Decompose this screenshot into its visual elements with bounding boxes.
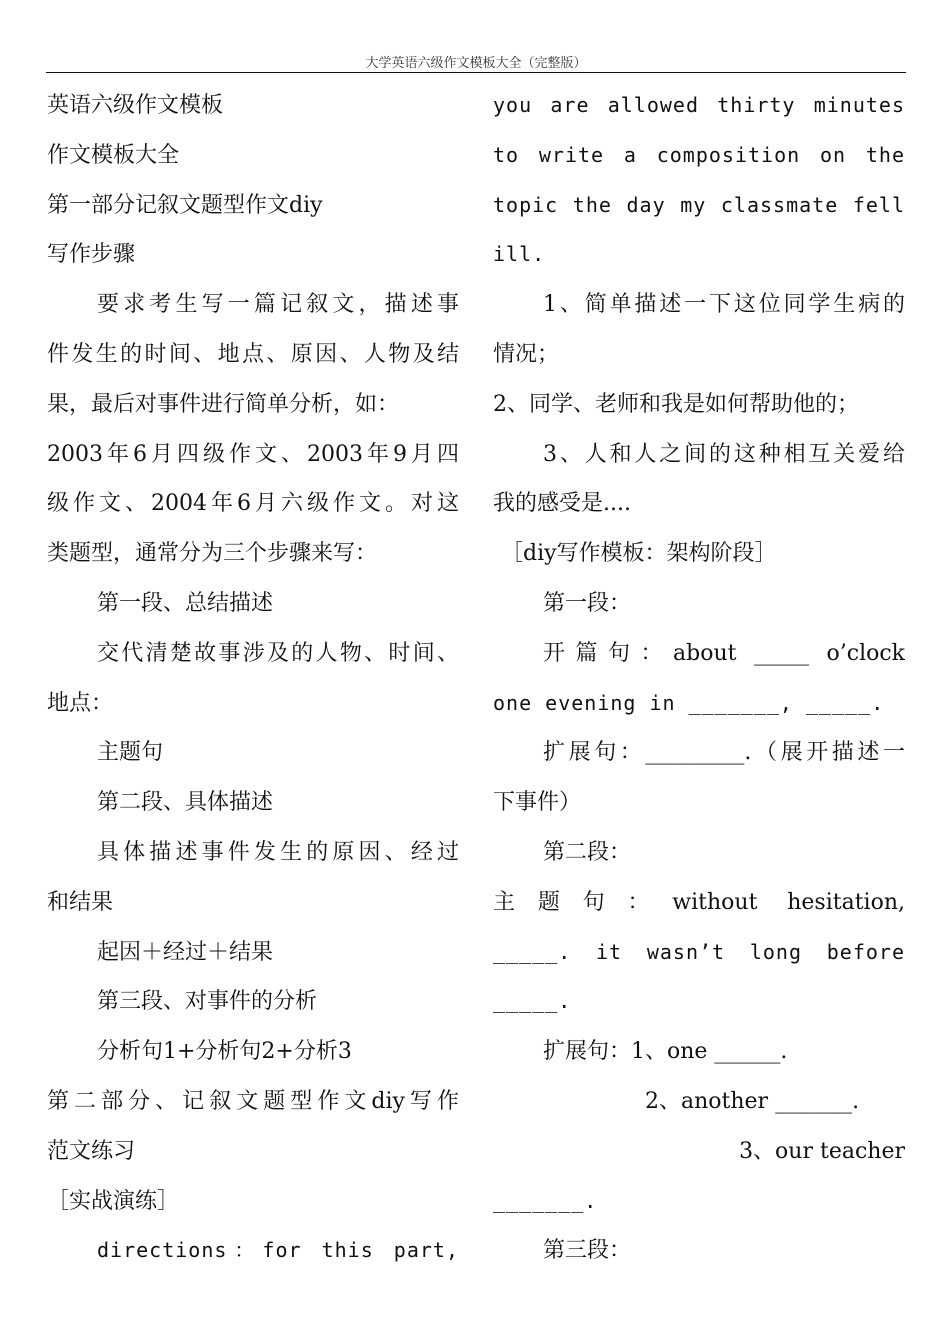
outline-point-three: 3、人和人之间的这种相互关爱给 xyxy=(543,441,905,467)
paragraph-one-label: 第一段： xyxy=(543,590,632,616)
left-column xyxy=(47,81,459,1321)
doc-subtitle: 作文模板大全 xyxy=(47,142,180,168)
intro-line: 果，最后对事件进行简单分析，如： xyxy=(47,391,400,417)
part-two-heading: 第二部分、记叙文题型作文diy写作 xyxy=(47,1088,459,1114)
body-line: 和结果 xyxy=(47,889,114,915)
directions-line: directions：for this part, xyxy=(97,1238,459,1263)
analysis-sentences: 分析句1+分析句2+分析3 xyxy=(97,1039,352,1065)
template-heading: ［diy写作模板：架构阶段］ xyxy=(501,541,777,567)
outline-point-three: 我的感受是.... xyxy=(493,491,631,517)
part-two-heading: 范文练习 xyxy=(47,1138,136,1164)
intro-line: 2003年6月四级作文、2003年9月四 xyxy=(47,441,459,467)
body-line: 交代清楚故事涉及的人物、时间、 xyxy=(97,640,459,666)
outline-point-two: 2、同学、老师和我是如何帮助他的； xyxy=(493,391,859,417)
intro-line: 级作文、2004年6月六级作文。对这 xyxy=(47,491,459,517)
paragraph-three-label: 第三段： xyxy=(543,1238,632,1264)
doc-title: 英语六级作文模板 xyxy=(47,93,224,118)
outline-point-one: 1、简单描述一下这位同学生病的 xyxy=(543,292,905,318)
directions-line: topic the day my classmate fell xyxy=(493,192,905,217)
extension-sentence: 3、our teacher xyxy=(739,1138,905,1164)
cause-process-result: 起因＋经过＋结果 xyxy=(97,939,274,965)
outline-point-one: 情况； xyxy=(493,341,560,367)
topic-sentence-label: 主题句 xyxy=(97,740,164,766)
directions-line: you are allowed thirty minutes xyxy=(493,93,905,117)
practice-heading: ［实战演练］ xyxy=(47,1188,180,1214)
extension-sentence: 扩展句：1、one ______. xyxy=(543,1039,788,1065)
paragraph-one-heading: 第一段、总结描述 xyxy=(97,590,274,616)
topic-sentence: 主题句：without hesitation, xyxy=(493,889,905,915)
body-line: 具体描述事件发生的原因、经过 xyxy=(97,839,459,865)
intro-line: 要求考生写一篇记叙文，描述事 xyxy=(97,292,459,318)
paragraph-three-heading: 第三段、对事件的分析 xyxy=(97,989,318,1015)
extension-sentence: 扩展句：_________.（展开描述一 xyxy=(543,740,905,766)
topic-sentence: _____. xyxy=(493,989,572,1014)
writing-steps-heading: 写作步骤 xyxy=(47,242,136,268)
paragraph-two-heading: 第二段、具体描述 xyxy=(97,790,274,816)
header-divider xyxy=(46,72,906,73)
paragraph-two-label: 第二段： xyxy=(543,839,632,865)
extension-sentence: 2、another _______. xyxy=(645,1088,860,1114)
opening-sentence: 开篇句：about _____ o’clock xyxy=(543,640,905,666)
extension-sentence: 下事件） xyxy=(493,790,582,816)
topic-sentence: _____. it wasn’t long before xyxy=(493,939,905,964)
page-header: 大学英语六级作文模板大全（完整版） xyxy=(365,55,587,70)
body-line: 地点： xyxy=(47,690,114,716)
extension-sentence: _______. xyxy=(493,1188,598,1213)
right-column xyxy=(493,81,905,1321)
intro-line: 类题型，通常分为三个步骤来写： xyxy=(47,541,378,567)
part-one-heading: 第一部分记叙文题型作文diy xyxy=(47,192,323,218)
directions-line: to write a composition on the xyxy=(493,142,905,167)
intro-line: 件发生的时间、地点、原因、人物及结 xyxy=(47,341,459,367)
opening-sentence: one evening in _______, _____. xyxy=(493,690,885,715)
directions-line: ill. xyxy=(493,242,546,267)
